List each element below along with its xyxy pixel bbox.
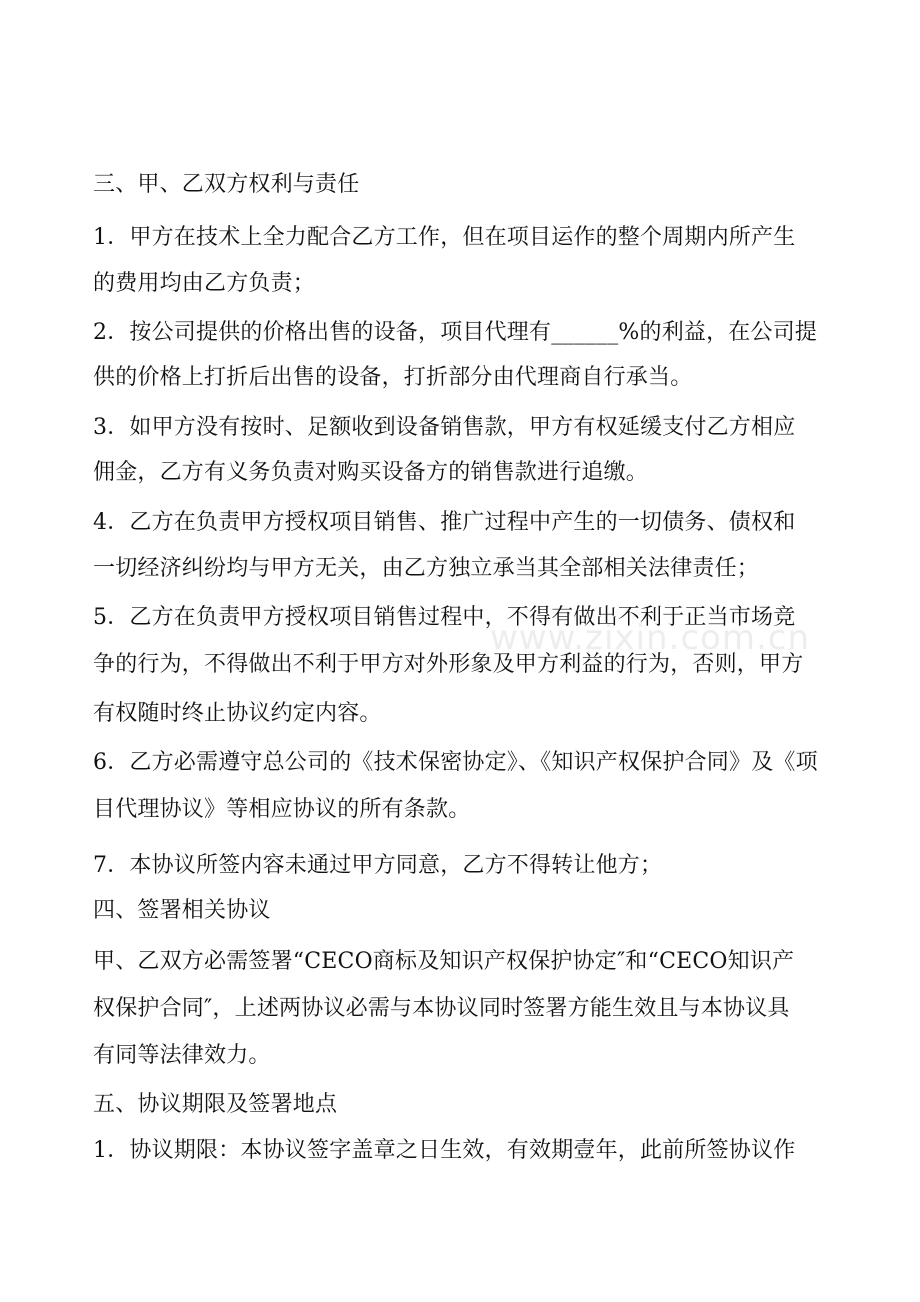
clause-line: 甲、乙双方必需签署“CECO商标及知识产权保护协定″和“CECO知识产 [93,949,795,974]
clause-line: 1．协议期限：本协议签字盖章之日生效，有效期壹年，此前所签协议作 [93,1138,796,1163]
clause-line: 3．如甲方没有按时、足额收到设备销售款，甲方有权延缓支付乙方相应 [93,415,796,440]
clause-line: 6．乙方必需遵守总公司的《技术保密协定》、《知识产权保护合同》及《项 [93,750,818,775]
clause-line: 2．按公司提供的价格出售的设备，项目代理有______%的利益，在公司提 [93,320,818,345]
clause-line: 有权随时终止协议约定内容。 [93,701,382,726]
clause-line: 4．乙方在负责甲方授权项目销售、推广过程中产生的一切债务、债权和 [93,510,796,535]
clause-line: 权保护合同″，上述两协议必需与本协议同时签署方能生效且与本协议具 [93,996,790,1021]
section-heading-4: 四、签署相关协议 [93,898,271,923]
clause-line: 5．乙方在负责甲方授权项目销售过程中，不得有做出不利于正当市场竞 [93,605,796,630]
watermark: www.zixin.com.cn [490,618,810,658]
section-heading-5: 五、协议期限及签署地点 [93,1092,338,1117]
clause-line: 争的行为，不得做出不利于甲方对外形象及甲方利益的行为，否则，甲方 [93,652,804,677]
section-heading-3: 三、甲、乙双方权利与责任 [93,172,360,197]
clause-line: 有同等法律效力。 [93,1043,271,1068]
clause-line: 7．本协议所签内容未通过甲方同意，乙方不得转让他方； [93,853,663,878]
clause-line: 目代理协议》等相应协议的所有条款。 [93,797,471,822]
clause-line: 供的价格上打折后出售的设备，打折部分由代理商自行承当。 [93,365,693,390]
clause-line: 1．甲方在技术上全力配合乙方工作，但在项目运作的整个周期内所产生 [93,225,796,250]
clause-line: 佣金，乙方有义务负责对购买设备方的销售款进行追缴。 [93,460,649,485]
clause-line: 一切经济纠纷均与甲方无关，由乙方独立承当其全部相关法律责任； [93,556,760,581]
clause-line: 的费用均由乙方负责； [93,271,316,296]
